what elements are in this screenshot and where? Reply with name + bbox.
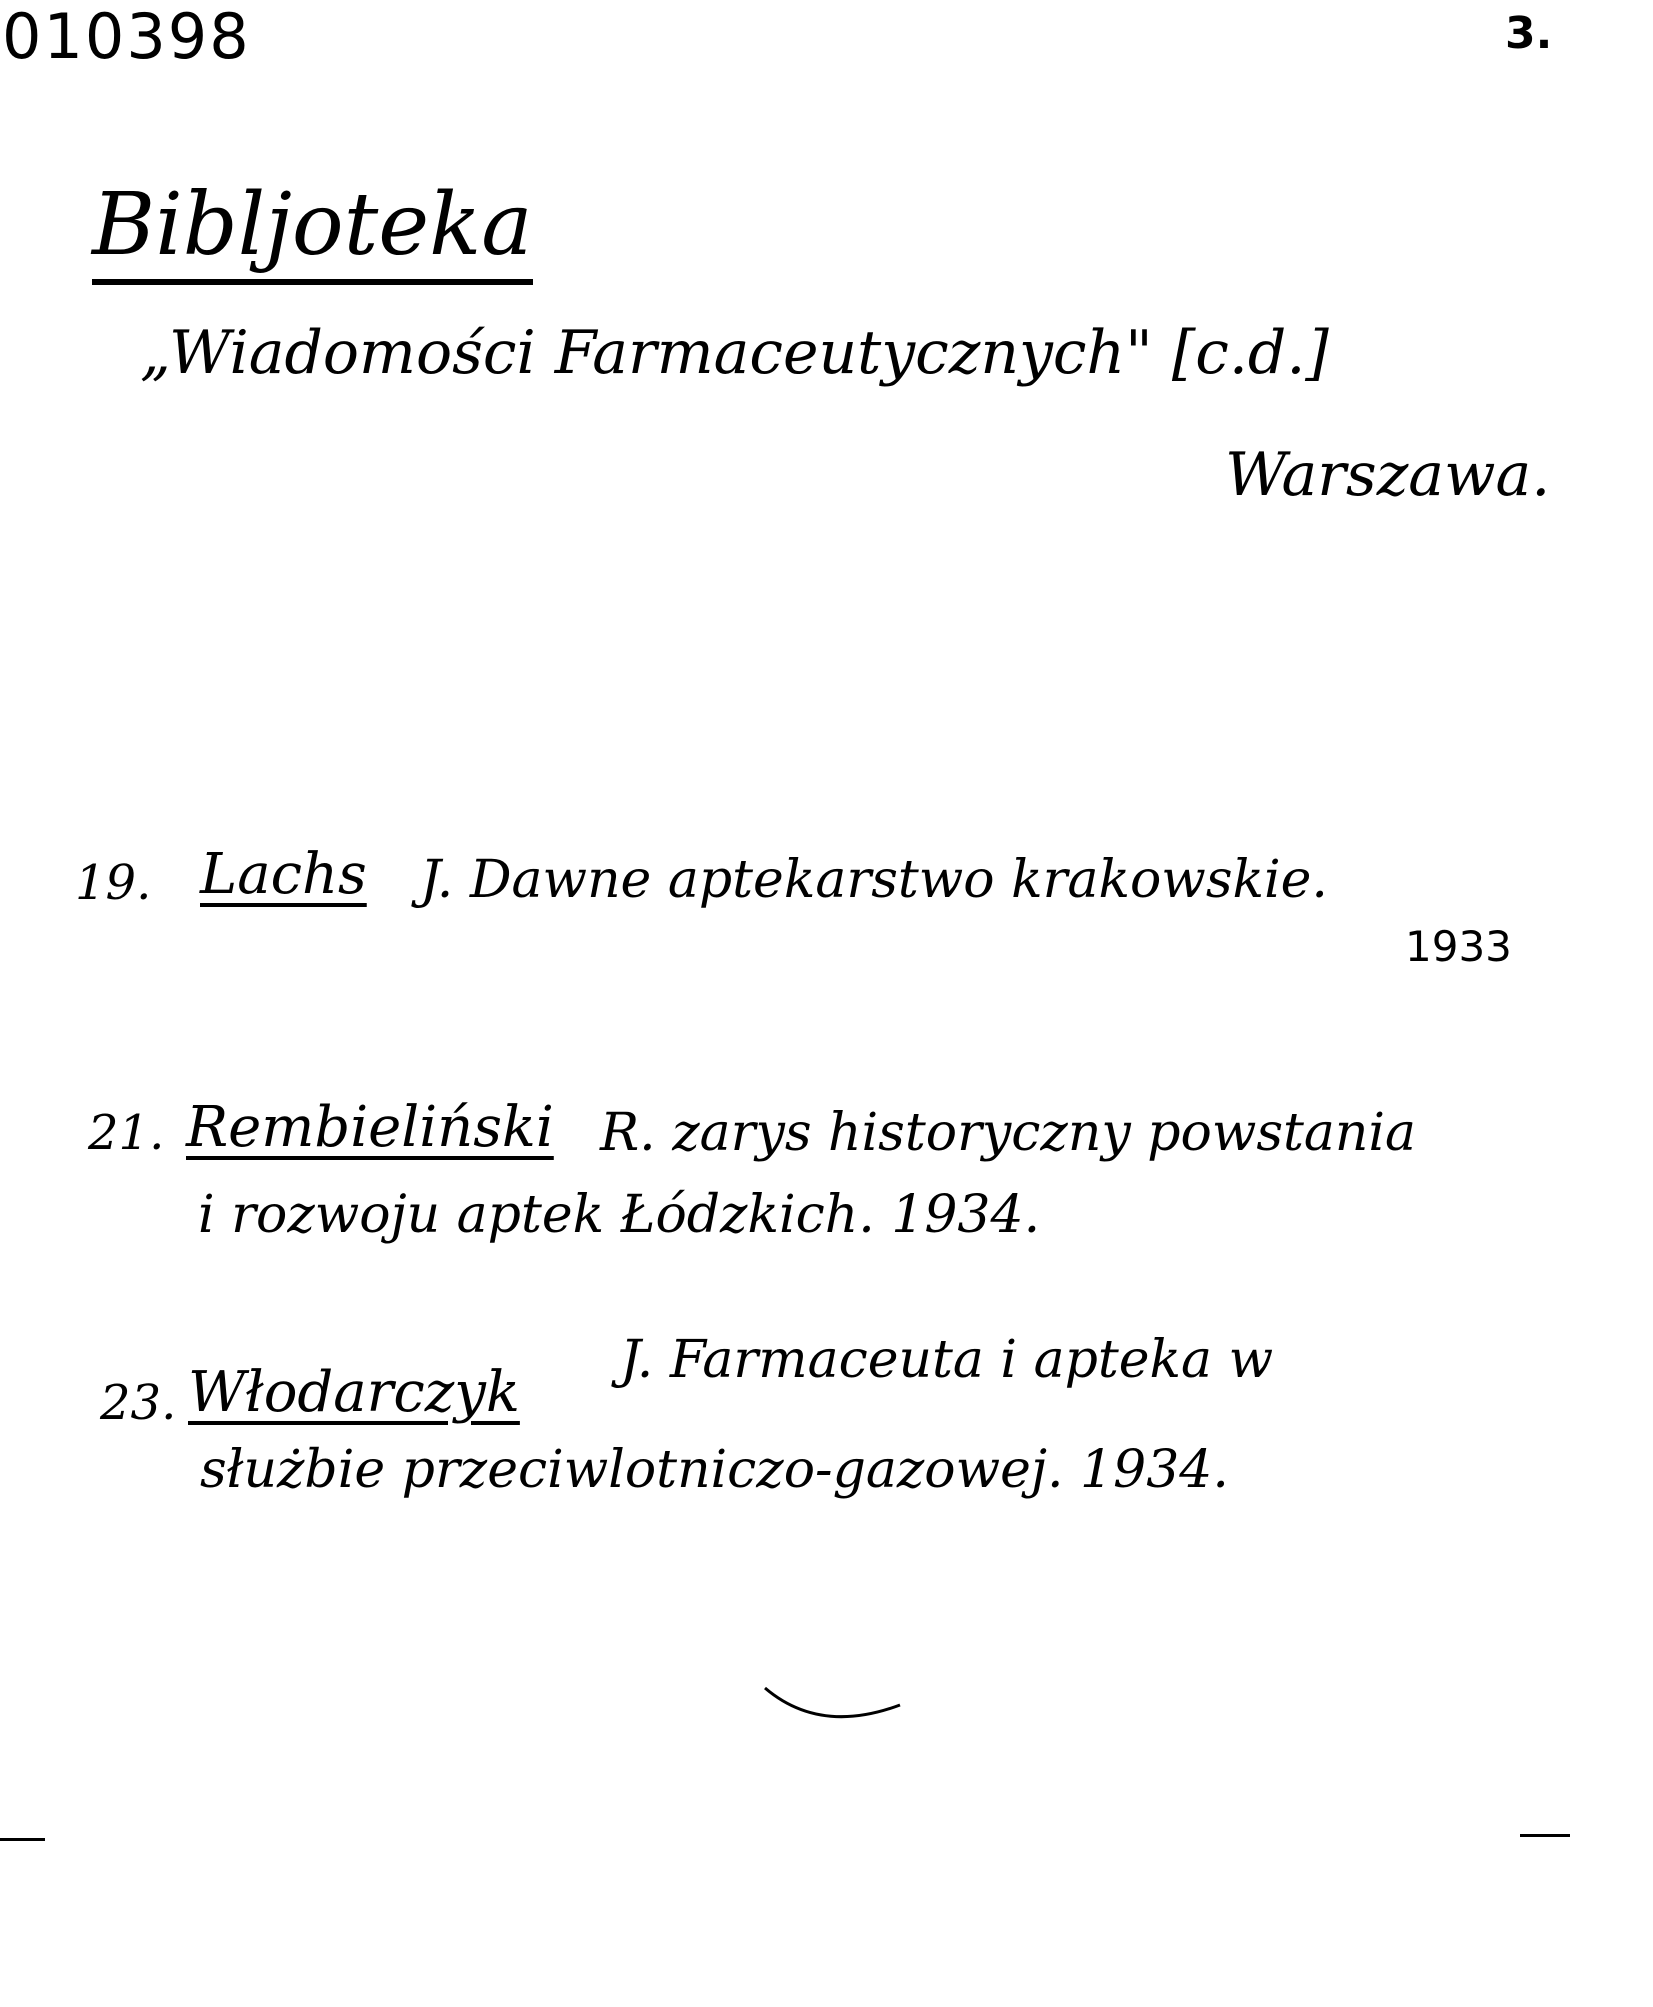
entry-23-continuation: służbie przeciwlotniczo-gazowej. 1934.: [200, 1440, 1229, 1500]
entry-21-text: R. zarys historyczny powstania: [600, 1103, 1417, 1163]
entry-23-text: J. Farmaceuta i apteka w: [620, 1330, 1274, 1390]
entry-21-number: 21.: [88, 1105, 165, 1161]
entry-23-number: 23.: [100, 1375, 177, 1431]
page-title: Bibljoteka: [92, 175, 533, 285]
entry-19-year: 1933: [1405, 922, 1512, 971]
heading-subtitle: „Wiadomości Farmaceutycznych" [c.d.]: [140, 318, 1329, 388]
page-number: 3.: [1505, 8, 1553, 59]
entry-21-continuation: i rozwoju aptek Łódzkich. 1934.: [198, 1185, 1041, 1245]
heading-city: Warszawa.: [1225, 440, 1551, 510]
end-flourish: [760, 1680, 910, 1740]
catalog-number-stamp: 010398: [2, 0, 251, 73]
left-edge-mark: [0, 1838, 45, 1841]
entry-23-author: Włodarczyk: [188, 1360, 520, 1425]
entry-19-author: Lachs: [200, 842, 367, 907]
entry-19-text: J. Dawne aptekarstwo krakowskie.: [420, 850, 1328, 910]
entry-19-number: 19.: [75, 855, 152, 911]
right-edge-mark: [1520, 1834, 1570, 1837]
entry-21-author: Rembieliński: [186, 1095, 554, 1160]
